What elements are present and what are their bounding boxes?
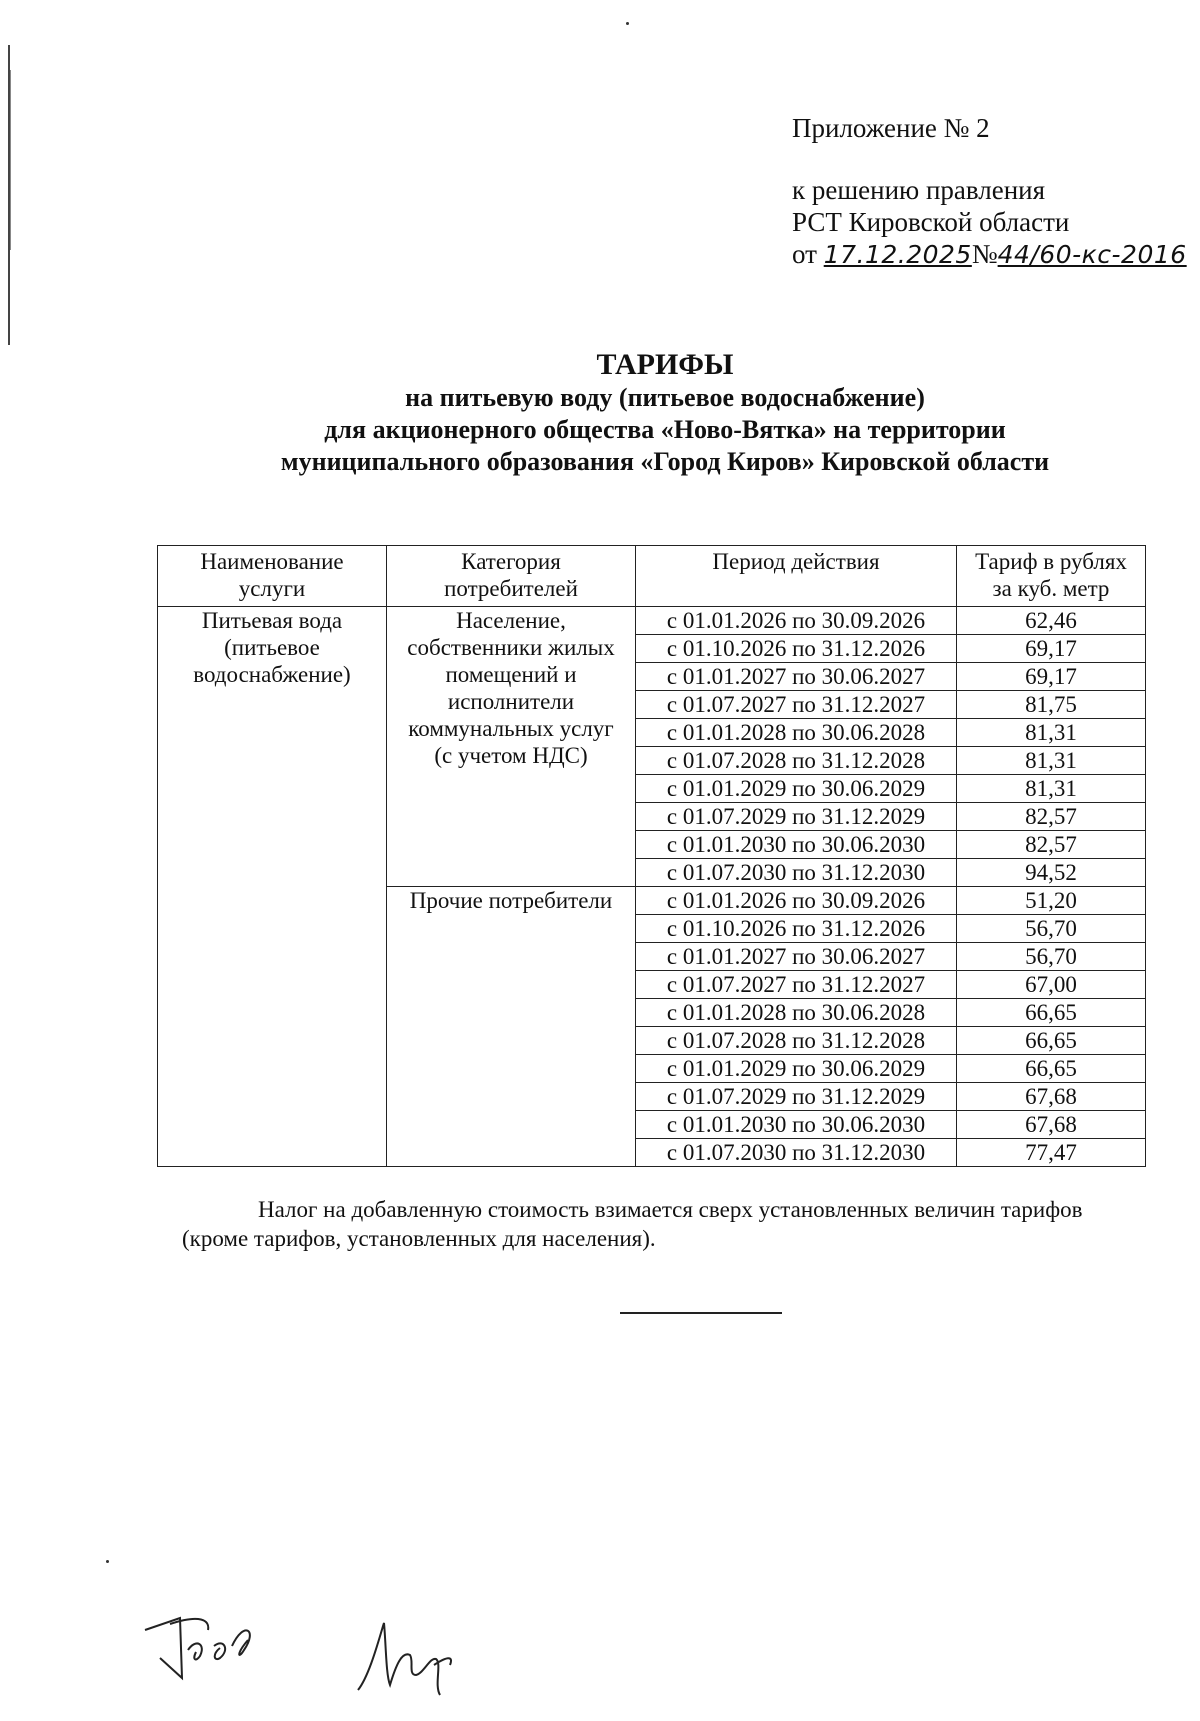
cell-tariff: 66,65 [957, 1055, 1146, 1083]
annex-line-date-number [792, 238, 1187, 271]
scan-margin-line [10, 70, 11, 250]
cell-tariff: 81,75 [957, 691, 1146, 719]
cell-tariff: 77,47 [957, 1139, 1146, 1167]
header-period: Период действия [636, 546, 957, 607]
cell-tariff: 67,00 [957, 971, 1146, 999]
cell-period: с 01.01.2028 по 30.06.2028 [636, 999, 957, 1027]
tariff-table [157, 545, 1146, 1167]
cell-period: с 01.07.2028 по 31.12.2028 [636, 1027, 957, 1055]
cell-tariff: 67,68 [957, 1083, 1146, 1111]
cell-tariff: 94,52 [957, 859, 1146, 887]
cell-tariff: 51,20 [957, 887, 1146, 915]
cell-period: с 01.01.2026 по 30.09.2026 [636, 607, 957, 635]
end-divider [620, 1312, 782, 1314]
signature-right [350, 1615, 470, 1705]
cell-period: с 01.01.2029 по 30.06.2029 [636, 775, 957, 803]
cell-period: с 01.01.2029 по 30.06.2029 [636, 1055, 957, 1083]
table-row [158, 607, 1146, 635]
annex-from-prefix: от [792, 239, 817, 269]
heading-title: ТАРИФЫ [596, 348, 734, 381]
cell-period: с 01.07.2027 по 31.12.2027 [636, 691, 957, 719]
cell-period: с 01.07.2027 по 31.12.2027 [636, 971, 957, 999]
scan-speck [106, 1560, 109, 1563]
cell-tariff: 56,70 [957, 943, 1146, 971]
document-heading [0, 348, 1200, 478]
scan-speck [626, 22, 629, 25]
cell-period: с 01.10.2026 по 31.12.2026 [636, 635, 957, 663]
cell-tariff: 62,46 [957, 607, 1146, 635]
cell-tariff: 82,57 [957, 831, 1146, 859]
cell-tariff: 56,70 [957, 915, 1146, 943]
cell-tariff: 66,65 [957, 999, 1146, 1027]
vat-note-line-1: Налог на добавленную стоимость взимается сверх установленных величин тарифов [258, 1197, 1083, 1222]
cell-period: с 01.01.2026 по 30.09.2026 [636, 887, 957, 915]
cell-period: с 01.01.2030 по 30.06.2030 [636, 1111, 957, 1139]
cell-tariff: 81,31 [957, 719, 1146, 747]
cell-tariff: 69,17 [957, 663, 1146, 691]
cell-consumer-category: Прочие потребители [387, 887, 636, 1167]
cell-period: с 01.07.2030 по 31.12.2030 [636, 1139, 957, 1167]
annex-number-handwritten: 44/60-кс-2016 [997, 240, 1187, 269]
annex-number-sign: № [971, 239, 998, 269]
cell-period: с 01.01.2030 по 30.06.2030 [636, 831, 957, 859]
cell-consumer-category: Население, собственники жилых помещений и исполнители коммунальных услуг (с учетом НДС) [387, 607, 636, 887]
annex-line-authority: РСТ Кировской области [792, 207, 1070, 237]
cell-period: с 01.07.2028 по 31.12.2028 [636, 747, 957, 775]
cell-tariff: 82,57 [957, 803, 1146, 831]
table-header-row [158, 546, 1146, 607]
cell-tariff: 67,68 [957, 1111, 1146, 1139]
cell-period: с 01.01.2027 по 30.06.2027 [636, 663, 957, 691]
cell-period: с 01.07.2029 по 31.12.2029 [636, 1083, 957, 1111]
cell-tariff: 66,65 [957, 1027, 1146, 1055]
cell-period: с 01.01.2028 по 30.06.2028 [636, 719, 957, 747]
cell-period: с 01.07.2029 по 31.12.2029 [636, 803, 957, 831]
signature-left [140, 1610, 280, 1690]
cell-tariff: 81,31 [957, 775, 1146, 803]
header-service: Наименование услуги [158, 546, 387, 607]
annex-title: Приложение № 2 [792, 113, 990, 143]
heading-line-2: для акционерного общества «Ново-Вятка» на территории [324, 415, 1006, 444]
cell-period: с 01.01.2027 по 30.06.2027 [636, 943, 957, 971]
vat-note-line-2: (кроме тарифов, установленных для населения). [182, 1226, 656, 1251]
header-tariff: Тариф в рублях за куб. метр [957, 546, 1146, 607]
vat-note [182, 1195, 1142, 1253]
annex-block [792, 112, 1187, 271]
heading-line-3: муниципального образования «Город Киров» Кировской области [280, 447, 1050, 476]
annex-line-decision: к решению правления [792, 175, 1046, 205]
cell-tariff: 69,17 [957, 635, 1146, 663]
heading-line-1: на питьевую воду (питьевое водоснабжение) [405, 383, 925, 412]
cell-period: с 01.07.2030 по 31.12.2030 [636, 859, 957, 887]
header-category: Категория потребителей [387, 546, 636, 607]
cell-tariff: 81,31 [957, 747, 1146, 775]
cell-period: с 01.10.2026 по 31.12.2026 [636, 915, 957, 943]
cell-service-name: Питьевая вода (питьевое водоснабжение) [158, 607, 387, 1167]
annex-date-handwritten: 17.12.2025 [823, 240, 972, 269]
